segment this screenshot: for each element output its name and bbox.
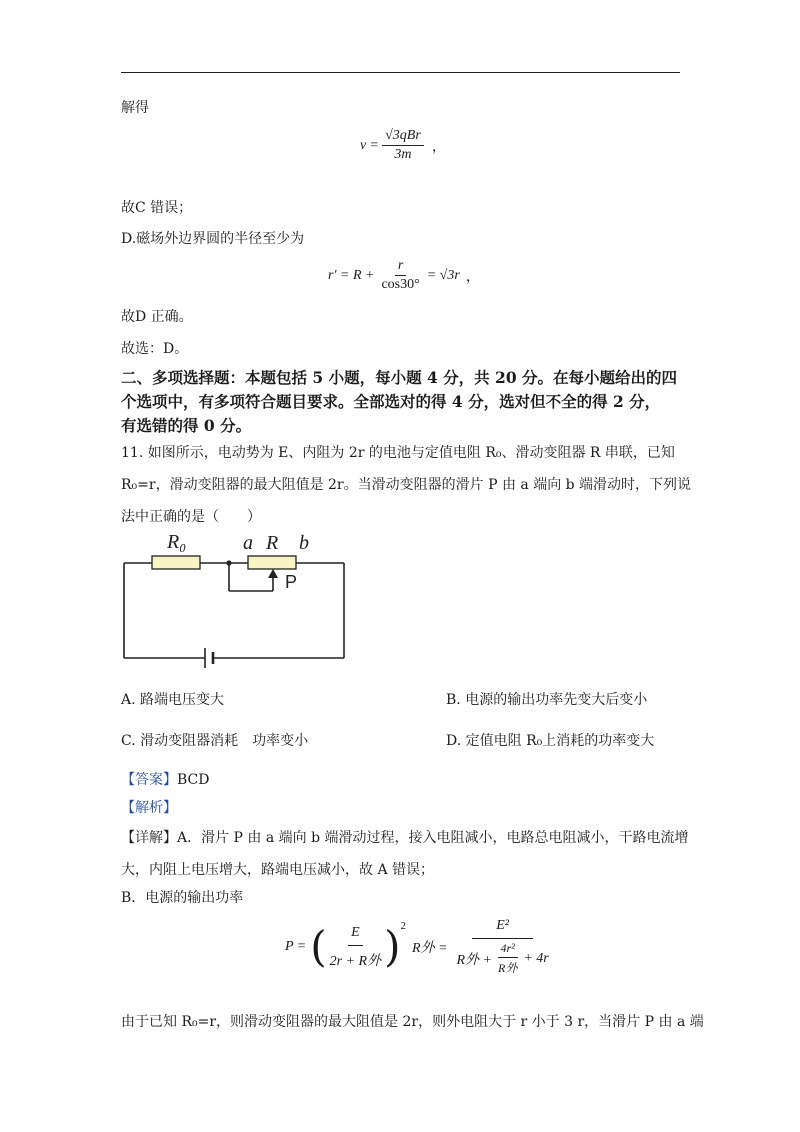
label-b: b [299, 532, 309, 554]
option-b: B. 电源的输出功率先变大后变小 [446, 692, 648, 708]
question-11-line1: 11. 如图所示，电动势为 E、内阻为 2r 的电池与定值电阻 R₀、滑动变阻器 R 串联，已知 [121, 445, 675, 461]
detail-line2: 大，内阻上电压增大，路端电压减小，故 A 错误； [121, 862, 435, 878]
resistor-r0 [152, 556, 200, 569]
label-r: R [266, 532, 279, 554]
equation-r: r′ = R + $\frac{r}{\cos 30^\circ}$ = √3r ， [328, 258, 480, 292]
section-title-line3: 有选错的得 0 分。 [121, 416, 252, 435]
line-d-intro: D.磁场外边界圆的半径至少为 [121, 231, 305, 247]
label-a: a [243, 532, 253, 554]
question-11-line2: R₀=r，滑动变阻器的最大阻值是 2r。当滑动变阻器的滑片 P 由 a 端向 b 端滑动时，下列说 [121, 477, 692, 493]
answer-tag: 【答案】 [121, 772, 177, 788]
section-title-line1: 二、多项选择题：本题包括 5 小题，每小题 4 分，共 20 分。在每小题给出的四 [121, 368, 678, 387]
answer-value: BCD [177, 772, 210, 788]
slider-arrow-icon [268, 569, 278, 578]
label-p: P [285, 572, 298, 592]
line-choose: 故选：D。 [121, 341, 189, 357]
rheostat-r [248, 556, 296, 569]
label-r0: R₀ [167, 531, 187, 553]
circuit-diagram [115, 528, 355, 668]
header-rule [121, 72, 680, 73]
question-11-line3: 法中正确的是（ ） [121, 509, 261, 525]
equation-p: P = ( $\frac{E}{\text{2r + R外}}$ ) 2 R外 = E² R外 + $\frac{\text{4r²}}{\text{R外}}$ + 4r [285, 918, 549, 975]
detail-line1: 【详解】A．滑片 P 由 a 端向 b 端滑动过程，接入电阻减小，电路总电阻减小，干路电流增 [121, 830, 689, 846]
option-c: C. 滑动变阻器消耗 功率变小 [121, 733, 309, 749]
last-line: 由于已知 R₀=r，则滑动变阻器的最大阻值是 2r，则外电阻大于 r 小于 3 r，当滑片 P 由 a 端 [121, 1014, 704, 1030]
detail-b: B．电源的输出功率 [121, 890, 244, 906]
equation-v: v = $\frac{\text{√3qBr}}{3m}$ ， [360, 128, 446, 162]
analysis-tag: 【解析】 [121, 800, 177, 816]
line-c-wrong: 故C 错误； [121, 200, 193, 216]
option-a: A. 路端电压变大 [121, 692, 225, 708]
option-d: D. 定值电阻 R₀上消耗的功率变大 [446, 733, 655, 749]
answer-line [121, 770, 209, 790]
solution-intro: 解得 [121, 100, 149, 116]
section-title-line2: 个选项中，有多项符合题目要求。全部选对的得 4 分，选对但不全的得 2 分， [121, 392, 661, 411]
line-d-correct: 故D 正确。 [121, 309, 193, 325]
